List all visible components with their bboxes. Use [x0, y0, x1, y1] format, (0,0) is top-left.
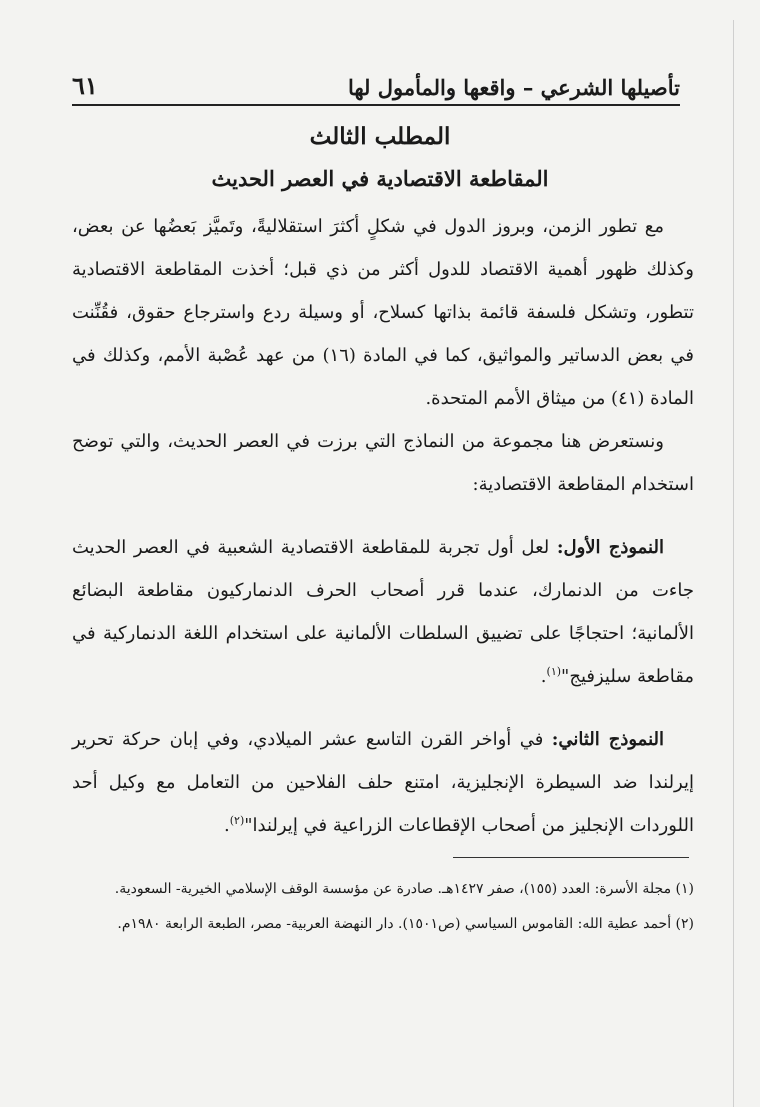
paragraph-models-intro: ونستعرض هنا مجموعة من النماذج التي برزت في العصر الحديث، والتي توضح استخدام المقاطعة الاقتصادية: [72, 431, 694, 495]
footnotes [72, 872, 694, 942]
running-title: تأصيلها الشرعي – واقعها والمأمول لها [347, 75, 680, 100]
page-number: ٦١ [72, 71, 98, 100]
section-subtitle: المقاطعة الاقتصادية في العصر الحديث [211, 166, 549, 191]
footnote-ref-1: (١) [546, 665, 562, 678]
footnote-1: (١) مجلة الأسرة: العدد (١٥٥)، صفر ١٤٢٧هـ. صادرة عن مؤسسة الوقف الإسلامي الخيرية- السعودية. [114, 881, 694, 897]
running-header [72, 64, 680, 106]
paragraph-intro: مع تطور الزمن، وبروز الدول في شكلٍ أكثرَ استقلاليةً، وتَميَّز بَعضُها عن بعض، وكذلك ظهور أهمية الاقتصاد للدول أكثر من ذي قبل؛ أخذت المقاطعة الاقتصادية تتطور، وتشكل فلسفة قائمة بذاتها كسلاح، أو وسيلة ردع واسترجاع حقوق، فقُنِّنت في بعض الدساتير والمواثيق، كما في المادة (١٦) من عهد عُصْبة الأمم، وكذلك في المادة (٤١) من ميثاق الأمم المتحدة. [72, 216, 694, 409]
model-two-heading: النموذج الثاني: [551, 729, 664, 750]
model-one-heading: النموذج الأول: [556, 537, 664, 558]
model-two-end: . [223, 815, 230, 836]
paragraph-model-two [72, 718, 694, 847]
section-title: المطلب الثالث [309, 123, 451, 150]
footnote-2: (٢) أحمد عطية الله: القاموس السياسي (ص١٥٠١). دار النهضة العربية- مصر، الطبعة الرابعة ١٩٨٠م. [117, 916, 694, 932]
body-text [72, 205, 694, 847]
footnote-ref-2: (٢) [229, 814, 245, 827]
model-one-text: لعل أول تجربة للمقاطعة الاقتصادية الشعبية في العصر الحديث جاءت من الدنمارك، عندما قرر أصحاب الحرف الدنماركيون مقاطعة البضائع الألمانية؛ احتجاجًا على تضييق السلطات الألمانية على استخدام اللغة الدنماركية في مقاطعة سليزفيج" [72, 537, 694, 687]
model-two-text: في أواخر القرن التاسع عشر الميلادي، وفي إبان حركة تحرير إيرلندا ضد السيطرة الإنجليزية، امتنع حلف الفلاحين من التعامل مع وكيل أحد اللوردات الإنجليز من أصحاب الإقطاعات الزراعية في إيرلندا" [72, 729, 694, 836]
footnote-divider [453, 857, 689, 858]
paragraph-model-one [72, 526, 694, 698]
model-one-end: . [540, 666, 547, 687]
